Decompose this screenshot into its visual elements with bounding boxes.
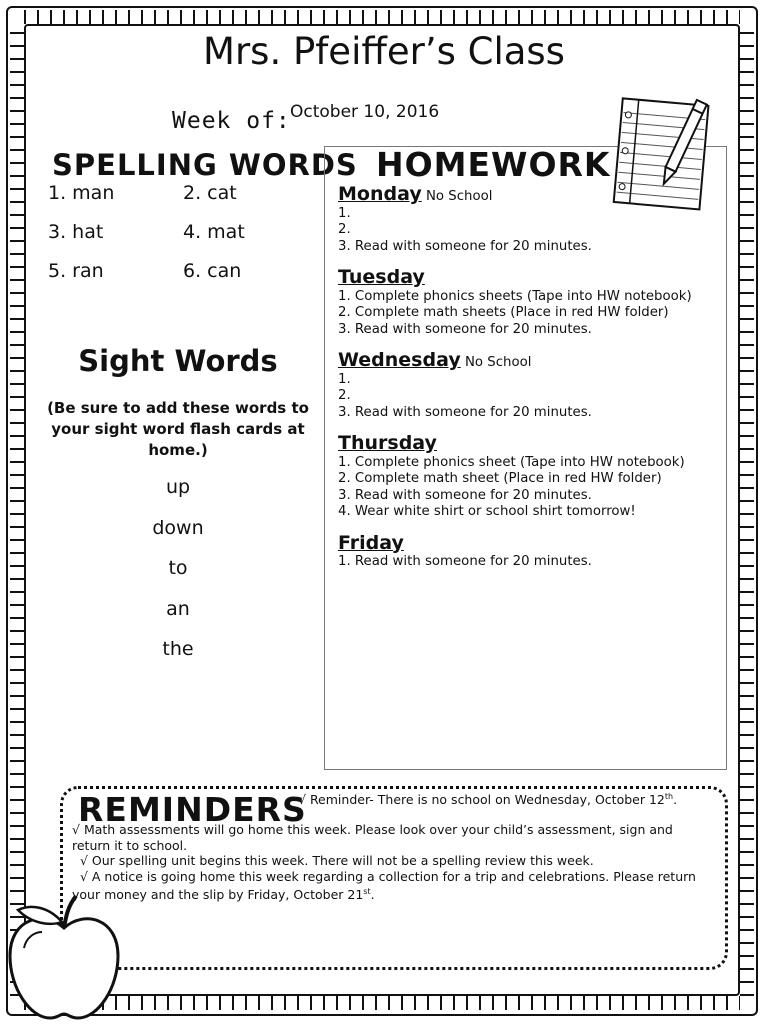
page-border-top: [24, 10, 740, 24]
homework-line: 3. Read with someone for 20 minutes.: [338, 487, 592, 503]
homework-list: [338, 183, 720, 585]
homework-line: 1.: [338, 205, 351, 221]
reminder-item: √ Math assessments will go home this week. Please look over your child’s assessment, sign and return it to school.: [72, 822, 673, 853]
reminder-text-end: .: [673, 792, 678, 808]
reminder-item: [72, 869, 712, 903]
homework-day-wednesday: [338, 349, 720, 421]
homework-line: 3. Read with someone for 20 minutes.: [338, 321, 592, 337]
spelling-heading: SPELLING WORDS: [52, 148, 358, 182]
homework-line: 1. Read with someone for 20 minutes.: [338, 554, 592, 569]
homework-day-thursday: [338, 432, 720, 521]
sight-word: up: [165, 476, 191, 498]
reminder-text: √ A notice is going home this week regarding a collection for a trip and celebrations. Please return your money and the slip by Friday, October 21: [72, 868, 696, 903]
spelling-word-list: [48, 182, 318, 282]
page-border-right: [740, 24, 754, 996]
homework-line: 4. Wear white shirt or school shirt tomorrow!: [338, 504, 636, 519]
day-note: No School: [425, 189, 493, 204]
homework-line: 2. Complete math sheets (Place in red HW folder): [338, 305, 669, 320]
homework-line: 2.: [338, 388, 351, 403]
day-name: Thursday: [338, 432, 437, 454]
sight-words-heading: Sight Words: [78, 344, 278, 378]
sight-words-note: (Be sure to add these words to your sight word flash cards at home.): [47, 399, 309, 459]
reminder-item: [298, 792, 677, 807]
apple-icon: [4, 888, 124, 1024]
spelling-word: 2. cat: [183, 182, 237, 204]
spelling-word: 5. ran: [48, 260, 104, 282]
week-date: October 10, 2016: [290, 102, 440, 122]
sight-word: an: [166, 597, 190, 620]
homework-line: 2.: [338, 222, 351, 237]
sight-word: the: [162, 638, 194, 660]
homework-heading: HOMEWORK: [376, 145, 611, 184]
spelling-word: 4. mat: [183, 221, 245, 243]
homework-day-monday: [338, 183, 720, 255]
spelling-word: 1. man: [48, 182, 115, 204]
sight-word-list: [40, 476, 316, 679]
homework-line: 1.: [338, 371, 351, 387]
day-name: Friday: [338, 531, 404, 554]
spelling-word: 3. hat: [48, 221, 104, 243]
homework-line: 1. Complete phonics sheets (Tape into HW notebook): [338, 288, 692, 304]
page-title: Mrs. Pfeiffer’s Class: [203, 30, 565, 73]
homework-line: 2. Complete math sheet (Place in red HW folder): [338, 471, 662, 486]
week-label: Week of:: [172, 108, 291, 134]
day-name: Wednesday: [338, 349, 461, 371]
day-note: No School: [464, 355, 532, 370]
homework-line: 3. Read with someone for 20 minutes.: [338, 404, 592, 420]
homework-day-tuesday: [338, 266, 720, 338]
spelling-word: 6. can: [183, 260, 242, 282]
reminder-item: √ Our spelling unit begins this week. There will not be a spelling review this week.: [72, 853, 594, 868]
reminder-superscript: st: [363, 887, 371, 896]
page-border-bottom: [24, 996, 740, 1010]
reminder-text-end: .: [370, 887, 375, 903]
sight-word: to: [168, 557, 188, 579]
reminders-list: [72, 822, 712, 903]
reminder-superscript: th: [664, 792, 674, 801]
reminders-heading: REMINDERS: [78, 790, 307, 829]
homework-line: 3. Read with someone for 20 minutes.: [338, 238, 592, 254]
homework-line: 1. Complete phonics sheet (Tape into HW notebook): [338, 454, 685, 470]
sight-word: down: [152, 516, 204, 539]
homework-day-friday: [338, 531, 720, 571]
page-border-left: [10, 24, 24, 996]
reminder-text: √ Reminder- There is no school on Wednesday, October 12: [298, 792, 665, 808]
day-name: Tuesday: [338, 266, 425, 288]
day-name: Monday: [338, 183, 422, 205]
